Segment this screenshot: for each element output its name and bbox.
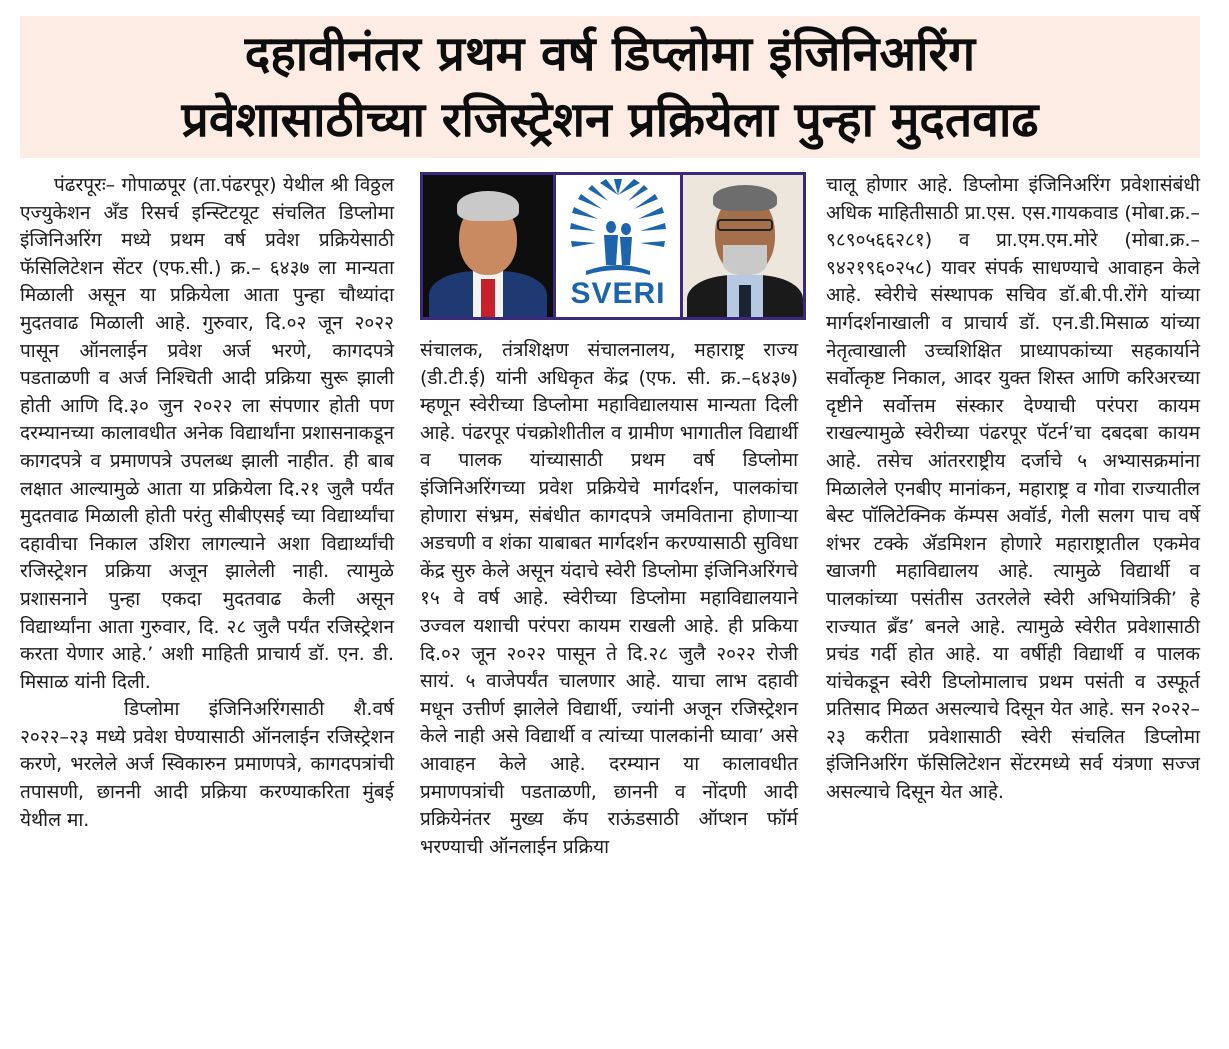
article-column-3	[826, 172, 1200, 807]
article-column-2	[420, 337, 798, 861]
photo-block	[420, 172, 806, 320]
article-paragraph: पंढरपूरः– गोपाळपूर (ता.पंढरपूर) येथील श्री विठ्ठल एज्युकेशन अँड रिसर्च इन्स्टिटयूट संचलित डिप्लोमा इंजिनिअरिंग मध्ये प्रथम वर्ष प्रवेश प्रक्रियेसाठी फॅसिलिटेशन सेंटर (एफ.सी.) क्र.– ६४३७ ला मान्यता मिळाली असून या प्रक्रियेला आता पुन्हा चौथ्यांदा मुदतवाढ मिळाली आहे. गुरुवार, दि.०२ जून २०२२ पासून ऑनलाईन प्रवेश अर्ज भरणे, कागदपत्रे पडताळणी व अर्ज निश्चिती आदी प्रक्रिया सुरू झाली होती आणि दि.३० जुन २०२२ ला संपणार होती पण दरम्यानच्या कालावधीत अनेक विद्यार्थांना प्रशासनाकडून कागदपत्रे व प्रमाणपत्रे उपलब्ध झाली नाहीत. ही बाब लक्षात आल्यामुळे आता या प्रक्रियेला दि.२१ जुलै पर्यंत मुदतवाढ मिळाली होती परंतु सीबीएसई च्या विद्यार्थ्यांचा दहावीचा निकाल उशिरा लागल्याने अशा विद्यार्थ्यांची रजिस्ट्रेशन प्रक्रिया अजून झालेली नाही. त्यामुळे प्रशासनाने पुन्हा एकदा मुदतवाढ केली असून विद्यार्थ्यांना आता गुरुवार, दि. २८ जुलै पर्यंत रजिस्ट्रेशन करता येणार आहे.’ अशी माहिती प्राचार्य डॉ. एन. डी. मिसाळ यांनी दिली.	[20, 174, 394, 693]
headline-line-2: प्रवेशासाठीच्या रजिस्ट्रेशन प्रक्रियेला पुन्हा मुदतवाढ	[181, 92, 1039, 148]
logo-text: SVERI	[570, 277, 666, 310]
article-column-1	[20, 172, 394, 834]
person-portrait-icon	[423, 175, 553, 317]
article-paragraph: संचालक, तंत्रशिक्षण संचालनालय, महाराष्ट्र राज्य (डी.टी.ई) यांनी अधिकृत केंद्र (एफ. सी. क्र.–६४३७) म्हणून स्वेरीच्या डिप्लोमा महाविद्यालयास मान्यता दिली आहे. पंढरपूर पंचक्रोशीतील व ग्रामीण भागातील विद्यार्थी व पालक यांच्यासाठी प्रथम वर्ष डिप्लोमा इंजिनिअरिंगच्या प्रवेश प्रक्रियेचे मार्गदर्शन, पालकांचा होणारा संभ्रम, संबंधीत कागदपत्रे जमविताना होणाऱ्या अडचणी व शंका याबाबत मार्गदर्शन करण्यासाठी सुविधा केंद्र सुरु केले असून यंदाचे स्वेरी डिप्लोमा इंजिनिअरिंगचे १५ वे वर्ष आहे. स्वेरीच्या डिप्लोमा महाविद्यालयाने उज्वल यशाची परंपरा कायम राखली आहे. ही प्रकिया दि.०२ जून २०२२ पासून ते दि.२८ जुलै २०२२ रोजी सायं. ५ वाजेपर्यंत चालणार आहे. याचा लाभ दहावी मधून उत्तीर्ण झालेले विद्यार्थी, ज्यांनी अजून रजिस्ट्रेशन केले नाही असे विद्यार्थी व त्यांच्या पालकांनी घ्यावा’ असे आवाहन केले आहे. दरम्यान या कालावधीत प्रमाणपत्रांची पडताळणी, छाननी व नोंदणी आदी प्रक्रियेनंतर मुख्य कॅप राऊंडसाठी ऑप्शन फॉर्म भरण्याची ऑनलाईन प्रक्रिया	[420, 339, 798, 858]
article-paragraph: डिप्लोमा इंजिनिअरिंगसाठी शै.वर्ष २०२२–२३ मध्ये प्रवेश घेण्यासाठी ऑनलाईन रजिस्ट्रेशन करणे, भरलेले अर्ज स्विकारुन प्रमाणपत्रे, कागदपत्रांची तपासणी, छाननी आदी प्रक्रिया करण्याकरिता मुंबई येथील मा.	[20, 698, 394, 831]
headline-line-1: दहावीनंतर प्रथम वर्ष डिप्लोमा इंजिनिअरिंग	[244, 26, 976, 82]
headline-banner	[20, 16, 1200, 158]
person-portrait-icon	[683, 175, 803, 317]
sveri-logo-icon	[556, 175, 680, 317]
article-paragraph: चालू होणार आहे. डिप्लोमा इंजिनिअरिंग प्रवेशासंबंधी अधिक माहितीसाठी प्रा.एस. एस.गायकवाड (मोबा.क्र.–९८९०५६६२८१) व प्रा.एम.एम.मोरे (मोबा.क्र.–९४२१९६०२५८) यावर संपर्क साधण्याचे आवाहन केले आहे. स्वेरीचे संस्थापक सचिव डॉ.बी.पी.रोंगे यांच्या मार्गदर्शनाखाली व प्राचार्य डॉ. एन.डी.मिसाळ यांच्या नेतृत्वाखाली उच्चशिक्षित प्राध्यापकांच्या सहकार्याने सर्वोत्कृष्ट निकाल, आदर युक्त शिस्त आणि करिअरच्या दृष्टीने सर्वोत्तम संस्कार देण्याची परंपरा कायम राखल्यामुळे स्वेरीच्या पंढरपूर पॅटर्न’चा दबदबा कायम आहे. तसेच आंतरराष्ट्रीय दर्जाचे ५ अभ्यासक्रमांना मिळालेले एनबीए मानांकन, महाराष्ट्र व गोवा राज्यातील बेस्ट पॉलिटेक्निक कॅम्पस अवॉर्ड, गेली सलग पाच वर्षे शंभर टक्के ॲडमिशन होणारे महाराष्ट्रातील एकमेव खाजगी महाविद्यालय आहे. त्यामुळे विद्यार्थी व पालकांच्या पसंतीस उतरलेले स्वेरी अभियांत्रिकी’ हे राज्यात ब्रँड’ बनले आहे. त्यामुळे स्वेरीत प्रवेशासाठी प्रचंड गर्दी होत आहे. या वर्षीही विद्यार्थी व पालक यांचेकडून स्वेरी डिप्लोमालाच प्रथम पसंती व उस्फूर्त प्रतिसाद मिळत असल्याचे दिसून येत आहे. सन २०२२–२३ करीता प्रवेशासाठी स्वेरी संचलित डिप्लोमा इंजिनिअरिंग फॅसिलिटेशन सेंटरमध्ये सर्व यंत्रणा सज्ज असल्याचे दिसून येत आहे.	[826, 174, 1200, 804]
